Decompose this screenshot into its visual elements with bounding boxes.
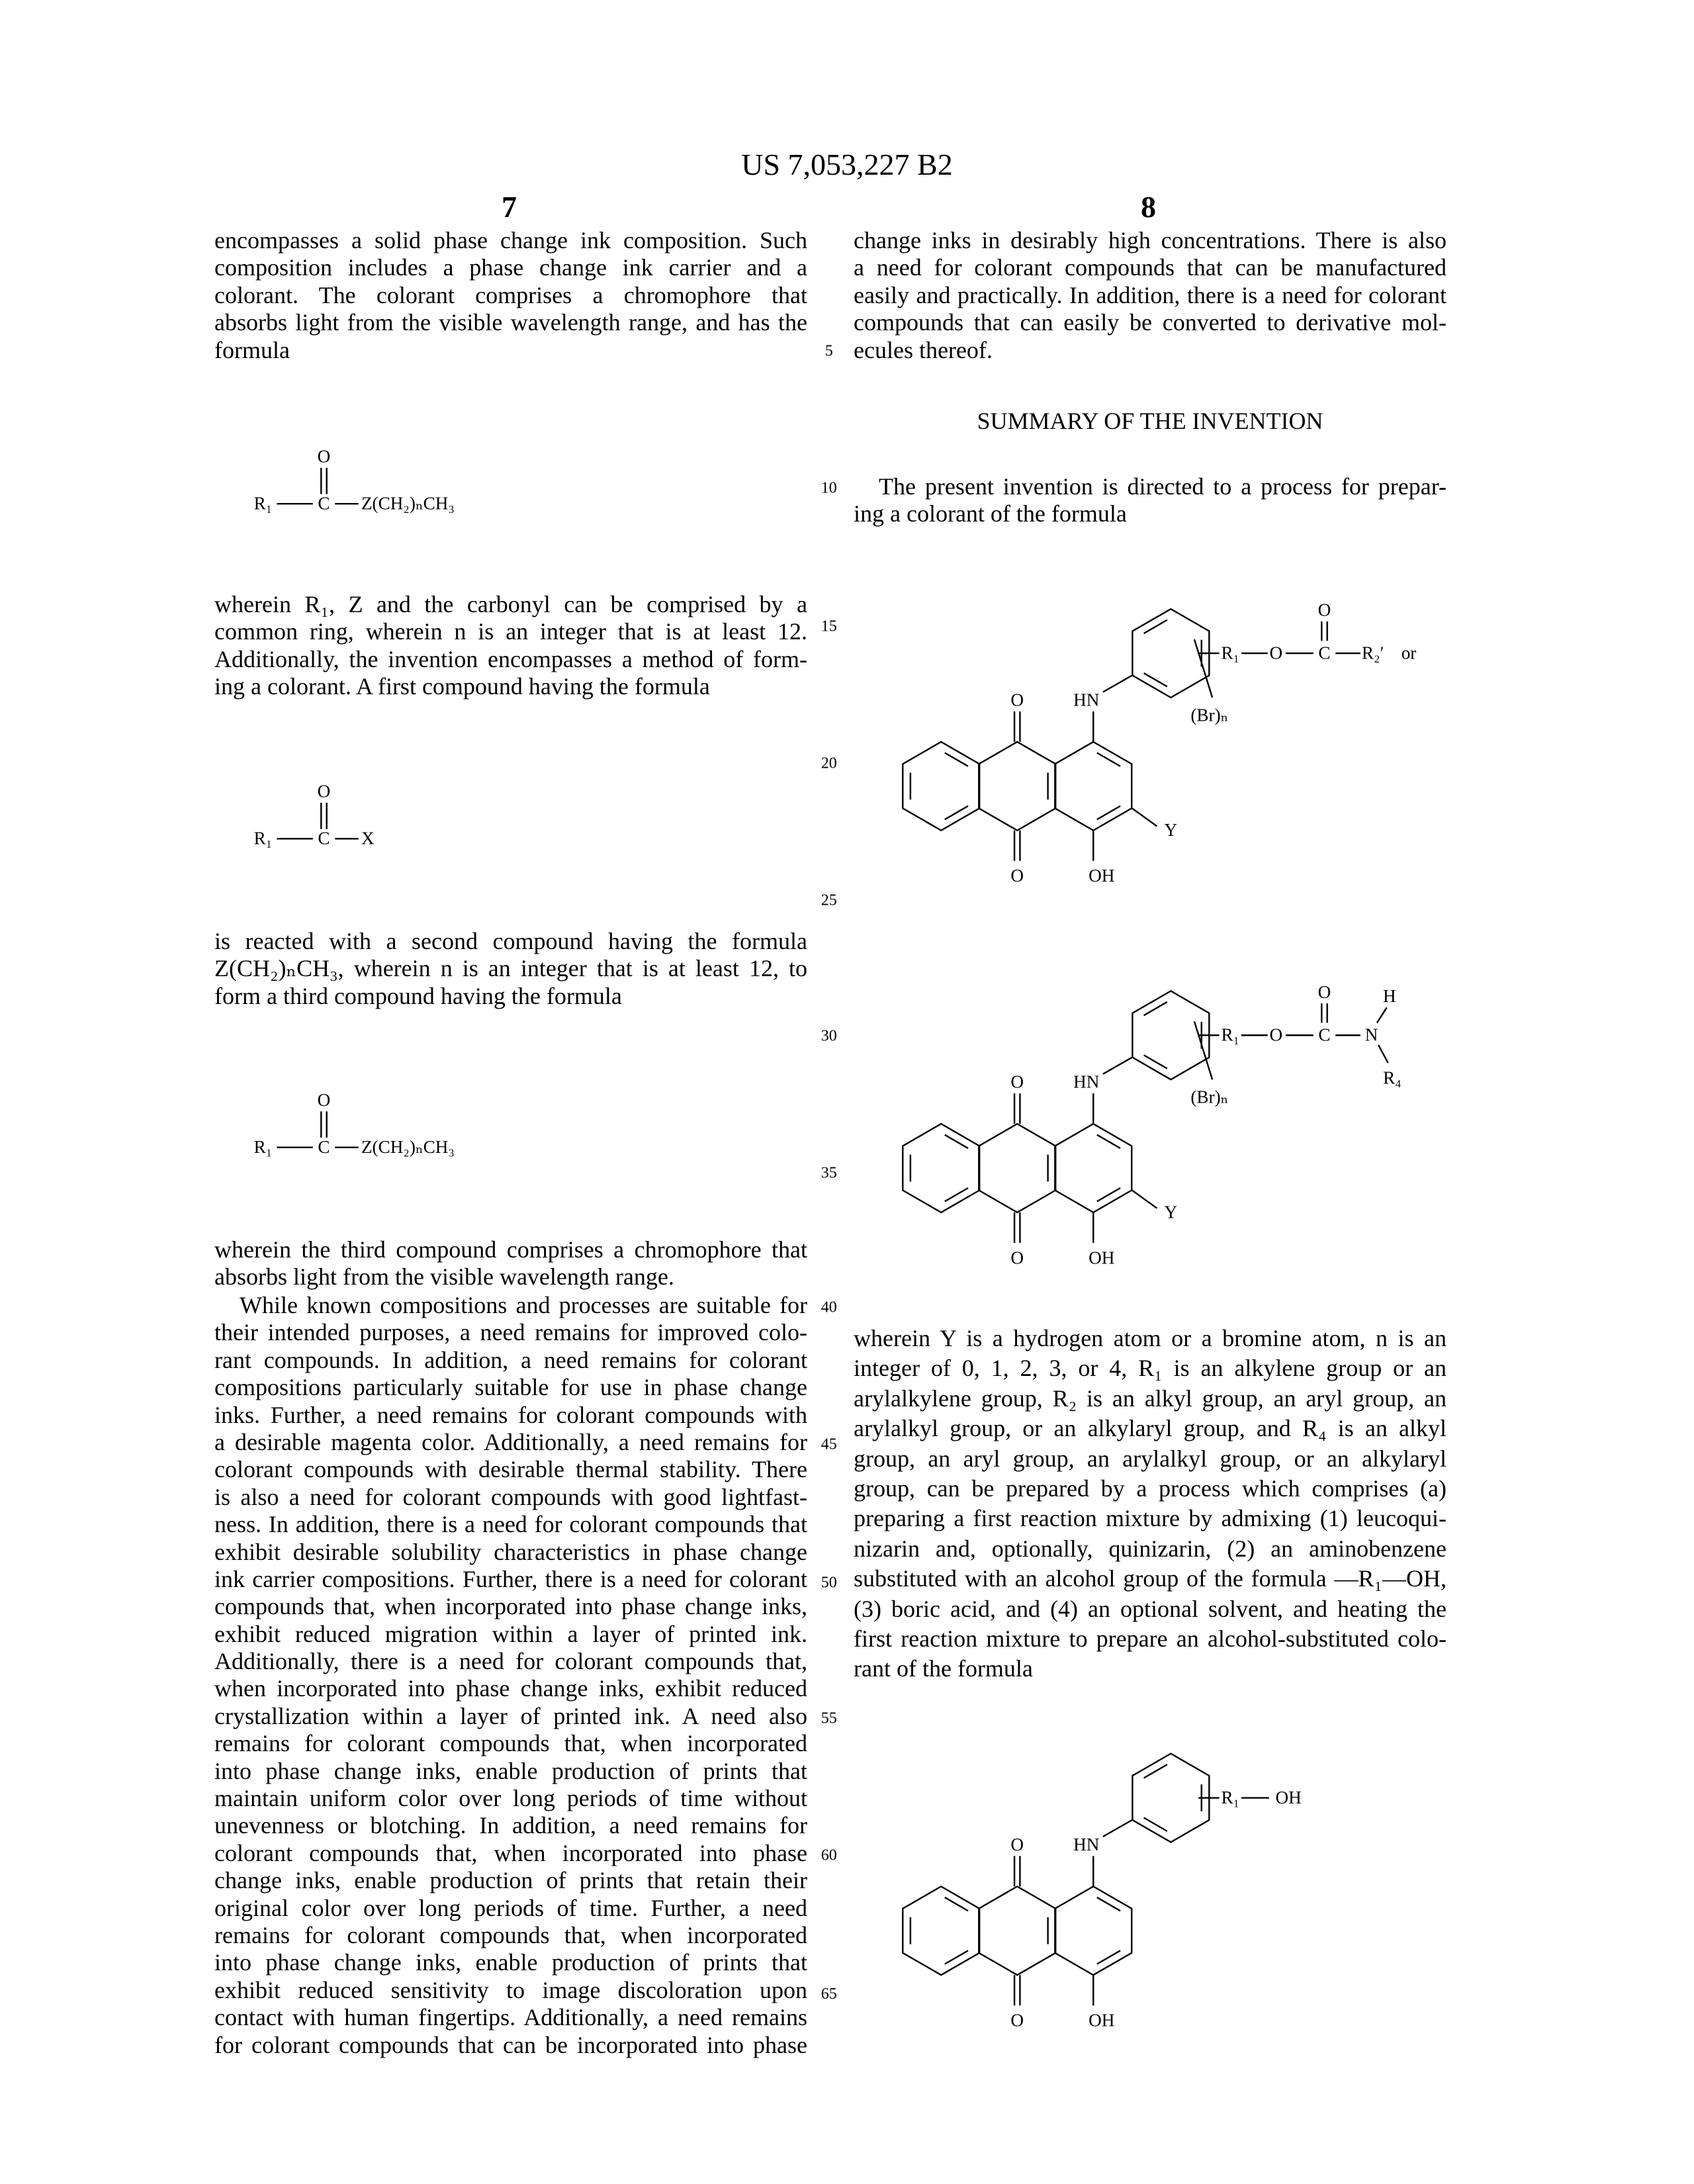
carbon-label: C (318, 829, 330, 848)
text-line: compounds that, when incorporated into phase change inks, (214, 1593, 807, 1620)
r1-label: R₁ (254, 829, 273, 848)
text-line: is reacted with a second compound having the formula (214, 928, 807, 955)
oxygen-label: O (318, 446, 331, 466)
r4-label: R₄ (1383, 1068, 1402, 1087)
text-line: original color over long periods of time. Further, a need (214, 1895, 807, 1922)
oxygen-label: O (1010, 866, 1024, 886)
line-number: 5 (825, 342, 833, 359)
r1-label: R₁ (254, 494, 273, 514)
r1-label: R₁ (1221, 643, 1239, 662)
amine-label: HN (1073, 690, 1099, 710)
text-line: crystallization within a layer of printed ink. A need also (214, 1703, 807, 1730)
amine-label: HN (1073, 1072, 1099, 1092)
carbon-label: C (318, 1137, 330, 1157)
substituent-label: Z(CH₂)ₙCH₃ (361, 494, 455, 514)
phenyl-ring (1132, 1754, 1209, 1843)
oxygen-label: O (1269, 1025, 1282, 1045)
hydrogen-label: H (1383, 986, 1396, 1006)
bromine-label: (Br)ₙ (1190, 705, 1228, 725)
text-line: colorant compounds with desirable thermal stability. There (214, 1456, 807, 1483)
line-number: 50 (821, 1574, 837, 1592)
text-line: exhibit desirable solubility characteristics in phase change (214, 1539, 807, 1566)
benzene-ring (903, 1124, 979, 1212)
oxygen-label: O (1318, 600, 1331, 620)
text-line: ing a colorant. A first compound having the formula (214, 673, 807, 700)
substituent-label: X (361, 829, 375, 848)
bond (1132, 1190, 1157, 1208)
quinone-ring (979, 1124, 1055, 1212)
text-line: group, can be prepared by a process which comprises (a) (854, 1474, 1447, 1504)
line-number: 35 (821, 1165, 837, 1182)
text-line: a need for colorant compounds that can be manufactured (854, 254, 1447, 281)
line-number: 15 (821, 618, 837, 635)
substituted-ring (1055, 1886, 1132, 1975)
oxygen-label: O (1318, 982, 1331, 1002)
oxygen-label: O (318, 1090, 331, 1110)
text-line: form a third compound having the formula (214, 983, 807, 1010)
patent-page (0, 0, 1694, 2184)
oxygen-label: O (1010, 1248, 1024, 1267)
benzene-ring (903, 742, 979, 831)
quinone-ring (979, 1886, 1055, 1975)
line-number: 55 (821, 1710, 837, 1727)
text-line: compounds that can easily be converted to derivative mol- (854, 309, 1447, 336)
text-line: contact with human fingertips. Additionally, a need remains (214, 2004, 807, 2031)
text-line: While known compositions and processes are suitable for (214, 1292, 807, 1319)
text-line: Additionally, the invention encompasses a method of form- (214, 646, 807, 673)
text-line: integer of 0, 1, 2, 3, or 4, R₁ is an alkylene group or an (854, 1353, 1447, 1383)
page-number-left: 7 (502, 189, 517, 224)
substituted-ring (1055, 742, 1132, 831)
text-line: wherein Y is a hydrogen atom or a bromine atom, n is an (854, 1324, 1447, 1353)
amine-label: HN (1073, 1835, 1099, 1854)
carbon-label: C (318, 494, 330, 514)
text-line: exhibit reduced sensitivity to image discoloration upon (214, 1977, 807, 2004)
text-line: colorant compounds that, when incorporated into phase (214, 1840, 807, 1867)
r1-label: R₁ (254, 1137, 273, 1157)
oxygen-label: O (1269, 643, 1282, 662)
text-line: Z(CH₂)ₙCH₃, wherein n is an integer that is at least 12, to (214, 955, 807, 982)
page-number-right: 8 (1141, 189, 1156, 224)
text-line: inks. Further, a need remains for colorant compounds with (214, 1402, 807, 1429)
text-line: nizarin and, optionally, quinizarin, (2) an aminobenzene (854, 1534, 1447, 1564)
text-line: arylalkyl group, or an alkylaryl group, and R₄ is an alkyl (854, 1414, 1447, 1443)
bond (1378, 1045, 1388, 1063)
patent-number: US 7,053,227 B2 (0, 147, 1694, 182)
y-substituent-label: Y (1165, 1202, 1178, 1222)
text-line: is also a need for colorant compounds with good lightfast- (214, 1484, 807, 1511)
section-heading: SUMMARY OF THE INVENTION (854, 407, 1447, 435)
text-line: rant compounds. In addition, a need remains for colorant (214, 1347, 807, 1374)
text-line: (3) boric acid, and (4) an optional solvent, and heating the (854, 1594, 1447, 1624)
line-number: 20 (821, 755, 837, 772)
text-line: easily and practically. In addition, there is a need for colorant (854, 282, 1447, 309)
text-line: their intended purposes, a need remains for improved colo- (214, 1319, 807, 1346)
line-number: 65 (821, 1985, 837, 2003)
quinone-ring (979, 742, 1055, 831)
text-line: a desirable magenta color. Additionally, a need remains for (214, 1429, 807, 1456)
text-line: composition includes a phase change ink carrier and a (214, 254, 807, 281)
line-number: 40 (821, 1299, 837, 1316)
chemical-structures (0, 0, 1694, 2184)
bond (1132, 808, 1157, 826)
text-line: rant of the formula (854, 1654, 1447, 1684)
hydroxyl-label: OH (1089, 2011, 1114, 2030)
carbon-label: C (1318, 643, 1330, 662)
line-number: 10 (821, 479, 837, 496)
line-number: 30 (821, 1028, 837, 1045)
line-number: 25 (821, 892, 837, 909)
text-line: substituted with an alcohol group of the formula —R₁—OH, (854, 1564, 1447, 1594)
carbon-label: C (1318, 1025, 1330, 1045)
phenyl-ring (1132, 609, 1209, 698)
r1-label: R₁ (1221, 1025, 1239, 1045)
bond (1103, 676, 1132, 692)
y-substituent-label: Y (1165, 820, 1178, 840)
phenyl-ring (1132, 991, 1209, 1079)
hydroxyl-label: OH (1089, 1248, 1114, 1267)
nitrogen-label: N (1365, 1025, 1378, 1045)
text-line: group, an aryl group, an arylalkyl group, or an alkylaryl (854, 1444, 1447, 1474)
r2-label: R₂′ (1362, 643, 1384, 662)
text-line: formula (214, 337, 807, 364)
text-line: into phase change inks, enable production of prints that (214, 1758, 807, 1785)
line-number: 45 (821, 1436, 837, 1453)
text-line: compositions particularly suitable for use in phase change (214, 1374, 807, 1401)
text-line: The present invention is directed to a process for prepar- (854, 473, 1447, 500)
benzene-ring (903, 1886, 979, 1975)
line-number: 60 (821, 1847, 837, 1864)
substituted-ring (1055, 1124, 1132, 1212)
text-line: arylalkylene group, R₂ is an alkyl group, an aryl group, an (854, 1384, 1447, 1414)
bond (1377, 1007, 1387, 1023)
text-line: change inks, enable production of prints that retain their (214, 1867, 807, 1894)
oxygen-label: O (1010, 2011, 1024, 2030)
text-line: ink carrier compositions. Further, there is a need for colorant (214, 1566, 807, 1593)
text-line: ing a colorant of the formula (854, 500, 1447, 527)
text-line: common ring, wherein n is an integer that is at least 12. (214, 618, 807, 645)
oxygen-label: O (318, 782, 331, 801)
text-line: wherein the third compound comprises a chromophore that (214, 1236, 807, 1263)
text-line: absorbs light from the visible wavelength range, and has the (214, 309, 807, 336)
text-line: encompasses a solid phase change ink composition. Such (214, 227, 807, 254)
text-line: ness. In addition, there is a need for colorant compounds that (214, 1511, 807, 1538)
bond (1103, 1058, 1132, 1074)
text-line: when incorporated into phase change inks, exhibit reduced (214, 1675, 807, 1702)
text-line: first reaction mixture to prepare an alcohol-substituted colo- (854, 1624, 1447, 1654)
oxygen-label: O (1010, 1072, 1024, 1092)
text-line: wherein R₁, Z and the carbonyl can be comprised by a (214, 591, 807, 618)
text-line: change inks in desirably high concentrations. There is also (854, 227, 1447, 254)
text-line: remains for colorant compounds that, when incorporated (214, 1922, 807, 1949)
hydroxyl-label: OH (1089, 866, 1114, 886)
oxygen-label: O (1010, 690, 1024, 710)
oxygen-label: O (1010, 1835, 1024, 1854)
r1-label: R₁ (1221, 1788, 1239, 1807)
text-line: colorant. The colorant comprises a chromophore that (214, 282, 807, 309)
bromine-label: (Br)ₙ (1190, 1087, 1228, 1107)
text-line: remains for colorant compounds that, when incorporated (214, 1730, 807, 1757)
bond (1103, 1820, 1132, 1837)
or-label: or (1402, 643, 1417, 662)
text-line: preparing a first reaction mixture by admixing (1) leucoqui- (854, 1504, 1447, 1533)
text-line: exhibit reduced migration within a layer of printed ink. (214, 1621, 807, 1648)
substituent-label: Z(CH₂)ₙCH₃ (361, 1137, 455, 1157)
hydroxyl-label: OH (1275, 1788, 1301, 1807)
text-line: into phase change inks, enable production of prints that (214, 1949, 807, 1976)
text-line: for colorant compounds that can be incorporated into phase (214, 2032, 807, 2059)
text-line: ecules thereof. (854, 337, 1447, 364)
text-line: unevenness or blotching. In addition, a need remains for (214, 1812, 807, 1839)
text-line: absorbs light from the visible wavelength range. (214, 1263, 807, 1291)
text-line: maintain uniform color over long periods of time without (214, 1785, 807, 1812)
text-line: Additionally, there is a need for colorant compounds that, (214, 1648, 807, 1675)
